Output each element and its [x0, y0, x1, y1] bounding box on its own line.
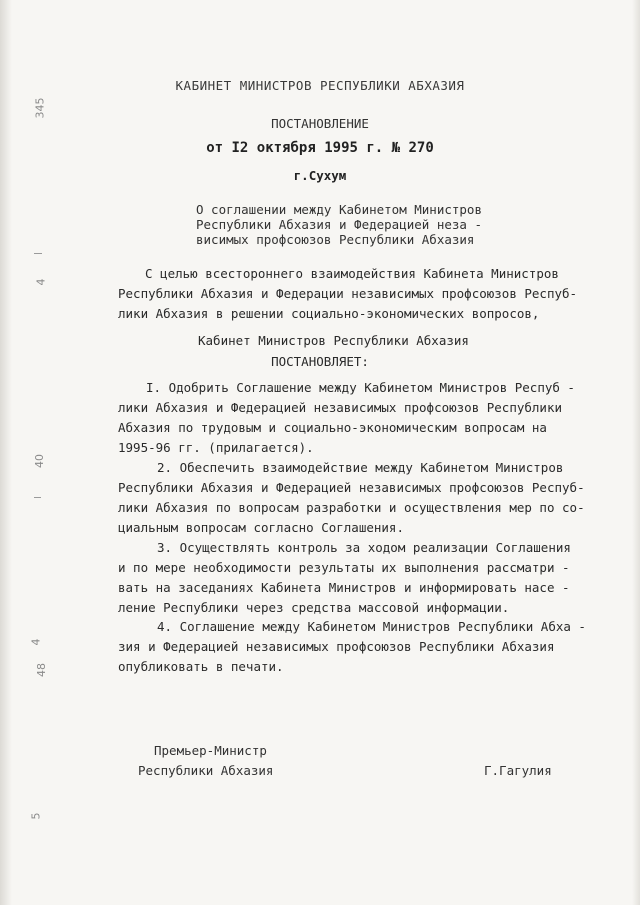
decree-date-number: от I2 октября 1995 г. № 270 — [206, 140, 434, 156]
margin-note: 48 — [35, 663, 48, 677]
preamble-line: Республики Абхазия и Федерации независимых профсоюзов Респуб- — [118, 286, 578, 301]
item-1-line: 1995-96 гг. (прилагается). — [118, 440, 314, 455]
item-3-line: ление Республики через средства массовой информации. — [118, 600, 510, 615]
page-edge-right — [632, 0, 640, 905]
subject-line: Республики Абхазия и Федерацией неза - — [196, 217, 482, 232]
issuer-line: Кабинет Министров Республики Абхазия — [198, 333, 469, 348]
signature-position: Республики Абхазия — [138, 763, 274, 778]
item-1-line: I. Одобрить Соглашение между Кабинетом Министров Респуб - — [146, 380, 575, 395]
preamble-line: лики Абхазия в решении социально-экономических вопросов, — [118, 306, 540, 321]
item-1-line: Абхазия по трудовым и социально-экономическим вопросам на — [118, 420, 547, 435]
item-4-line: зия и Федерацией независимых профсоюзов Республики Абхазия — [118, 639, 555, 654]
item-4-line: опубликовать в печати. — [118, 659, 284, 674]
margin-note: 345 — [33, 97, 47, 119]
margin-tick — [34, 253, 42, 254]
margin-note: 4 — [29, 638, 43, 646]
resolves-heading: ПОСТАНОВЛЯЕТ: — [271, 354, 369, 369]
margin-tick — [34, 497, 41, 498]
item-4-line: 4. Соглашение между Кабинетом Министров Республики Абха - — [157, 619, 586, 634]
subject-line: О соглашении между Кабинетом Министров — [196, 202, 482, 217]
item-3-line: вать на заседаниях Кабинета Министров и информировать насе - — [118, 580, 570, 595]
document-header: КАБИНЕТ МИНИСТРОВ РЕСПУБЛИКИ АБХАЗИЯ — [175, 78, 465, 93]
item-1-line: лики Абхазия и Федерацией независимых профсоюзов Республики — [118, 400, 563, 415]
margin-note: 40 — [33, 454, 46, 468]
margin-note: 5 — [29, 812, 43, 820]
decree-city: г.Сухум — [293, 168, 347, 183]
page-edge-left — [0, 0, 12, 905]
decree-type: ПОСТАНОВЛЕНИЕ — [271, 116, 369, 131]
item-2-line: Республики Абхазия и Федерацией независимых профсоюзов Респуб- — [118, 480, 585, 495]
item-3-line: 3. Осуществлять контроль за ходом реализации Соглашения — [157, 540, 571, 555]
margin-note: 4 — [34, 278, 48, 286]
item-2-line: лики Абхазия по вопросам разработки и осуществления мер по со- — [118, 500, 585, 515]
item-2-line: 2. Обеспечить взаимодействие между Кабинетом Министров — [157, 460, 564, 475]
signature-name: Г.Гагулия — [484, 763, 552, 778]
item-3-line: и по мере необходимости результаты их выполнения рассматри - — [118, 560, 570, 575]
item-2-line: циальным вопросам согласно Соглашения. — [118, 520, 404, 535]
subject-line: висимых профсоюзов Республики Абхазия — [196, 232, 475, 247]
signature-position: Премьер-Министр — [154, 743, 267, 758]
preamble-line: С целью всестороннего взаимодействия Кабинета Министров — [145, 266, 559, 281]
